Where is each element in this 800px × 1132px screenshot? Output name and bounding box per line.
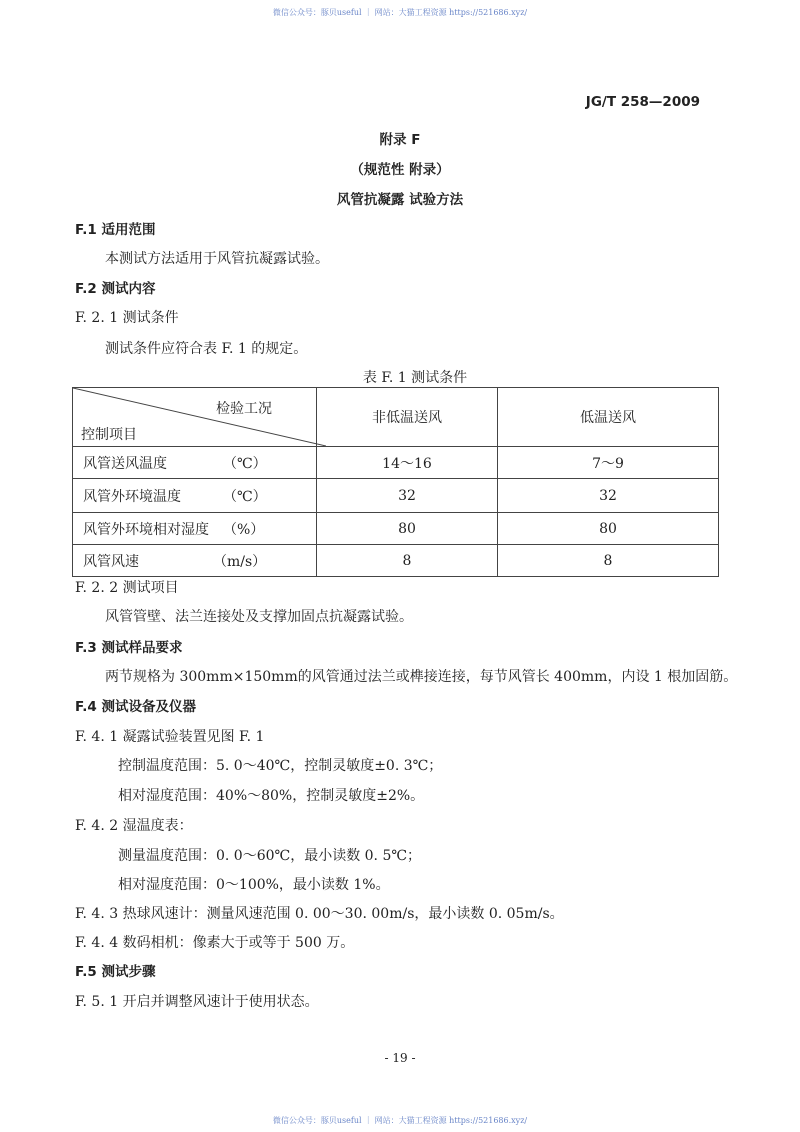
watermark-top: 微信公众号：豚贝useful ｜ 网站：大猫工程资源 https://521686.xyz/ <box>272 8 528 17</box>
row-item: 风管风速 <box>83 553 139 570</box>
row-item: 风管送风温度 <box>83 455 167 472</box>
table-header-row <box>73 388 719 447</box>
subsection-heading: F. 4. 2 湿温度表： <box>75 818 193 834</box>
column-header: 非低温送风 <box>317 388 498 447</box>
row-item: 风管外环境相对湿度 <box>83 521 209 538</box>
subsection-heading: F. 4. 3 热球风速计：测量风速范围 0. 00～30. 00m/s，最小读数 0. 05m/s。 <box>75 906 564 922</box>
subsection-heading: F. 4. 4 数码相机：像素大于或等于 500 万。 <box>75 935 355 951</box>
watermark-bottom: 微信公众号：豚贝useful ｜ 网站：大猫工程资源 https://521686.xyz/ <box>272 1116 528 1125</box>
subsection-heading: F. 4. 1 凝露试验装置见图 F. 1 <box>75 729 265 745</box>
row-unit: （%） <box>223 521 265 538</box>
table-cell: 8 <box>317 545 498 577</box>
table-row <box>73 545 719 577</box>
row-item: 风管外环境温度 <box>83 488 181 505</box>
test-conditions-table <box>72 387 719 577</box>
appendix-name: 风管抗凝露 试验方法 <box>336 192 464 208</box>
table-row <box>73 513 719 545</box>
section-heading: F.3 测试样品要求 <box>75 640 183 656</box>
diagonal-header-cell <box>73 388 317 447</box>
paragraph: 本测试方法适用于风管抗凝露试验。 <box>105 251 329 267</box>
table-cell: 80 <box>317 513 498 545</box>
corner-bottom-label: 控制项目 <box>81 427 137 443</box>
column-header: 低温送风 <box>498 388 719 447</box>
section-heading: F.2 测试内容 <box>75 281 156 297</box>
row-unit: （m/s） <box>213 553 267 570</box>
page-number: - 19 - <box>384 1051 416 1065</box>
paragraph: 相对湿度范围：0～100%，最小读数 1%。 <box>118 877 390 893</box>
table-row <box>73 447 719 479</box>
paragraph: 两节规格为 300mm×150mm的风管通过法兰或榫接连接，每节风管长 400mm，内设 1 根加固筋。 <box>105 669 738 685</box>
table-cell: 32 <box>498 479 719 513</box>
section-heading: F.1 适用范围 <box>75 222 156 238</box>
subsection-heading: F. 2. 1 测试条件 <box>75 310 179 326</box>
corner-top-label: 检验工况 <box>216 401 272 417</box>
section-heading: F.4 测试设备及仪器 <box>75 699 196 715</box>
table-cell: 8 <box>498 545 719 577</box>
table-row <box>73 479 719 513</box>
appendix-title: 附录 F <box>379 132 421 148</box>
paragraph: 相对湿度范围：40%～80%，控制灵敏度±2%。 <box>118 788 425 804</box>
row-unit: （℃） <box>223 455 267 472</box>
table-cell: 80 <box>498 513 719 545</box>
paragraph: 测试条件应符合表 F. 1 的规定。 <box>105 341 308 357</box>
paragraph: 测量温度范围：0. 0～60℃，最小读数 0. 5℃； <box>118 848 422 864</box>
table-cell: 32 <box>317 479 498 513</box>
subsection-heading: F. 2. 2 测试项目 <box>75 580 179 596</box>
table-cell: 14～16 <box>317 447 498 479</box>
section-heading: F.5 测试步骤 <box>75 964 156 980</box>
table-cell: 7～9 <box>498 447 719 479</box>
paragraph: 风管管壁、法兰连接处及支撑加固点抗凝露试验。 <box>105 609 413 625</box>
document-code: JG/T 258—2009 <box>585 94 700 110</box>
appendix-subtitle: （规范性 附录） <box>350 162 450 178</box>
paragraph: 控制温度范围：5. 0～40℃，控制灵敏度±0. 3℃； <box>118 758 443 774</box>
row-unit: （℃） <box>223 488 267 505</box>
subsection-heading: F. 5. 1 开启并调整风速计于使用状态。 <box>75 994 319 1010</box>
table-caption: 表 F. 1 测试条件 <box>362 370 468 386</box>
